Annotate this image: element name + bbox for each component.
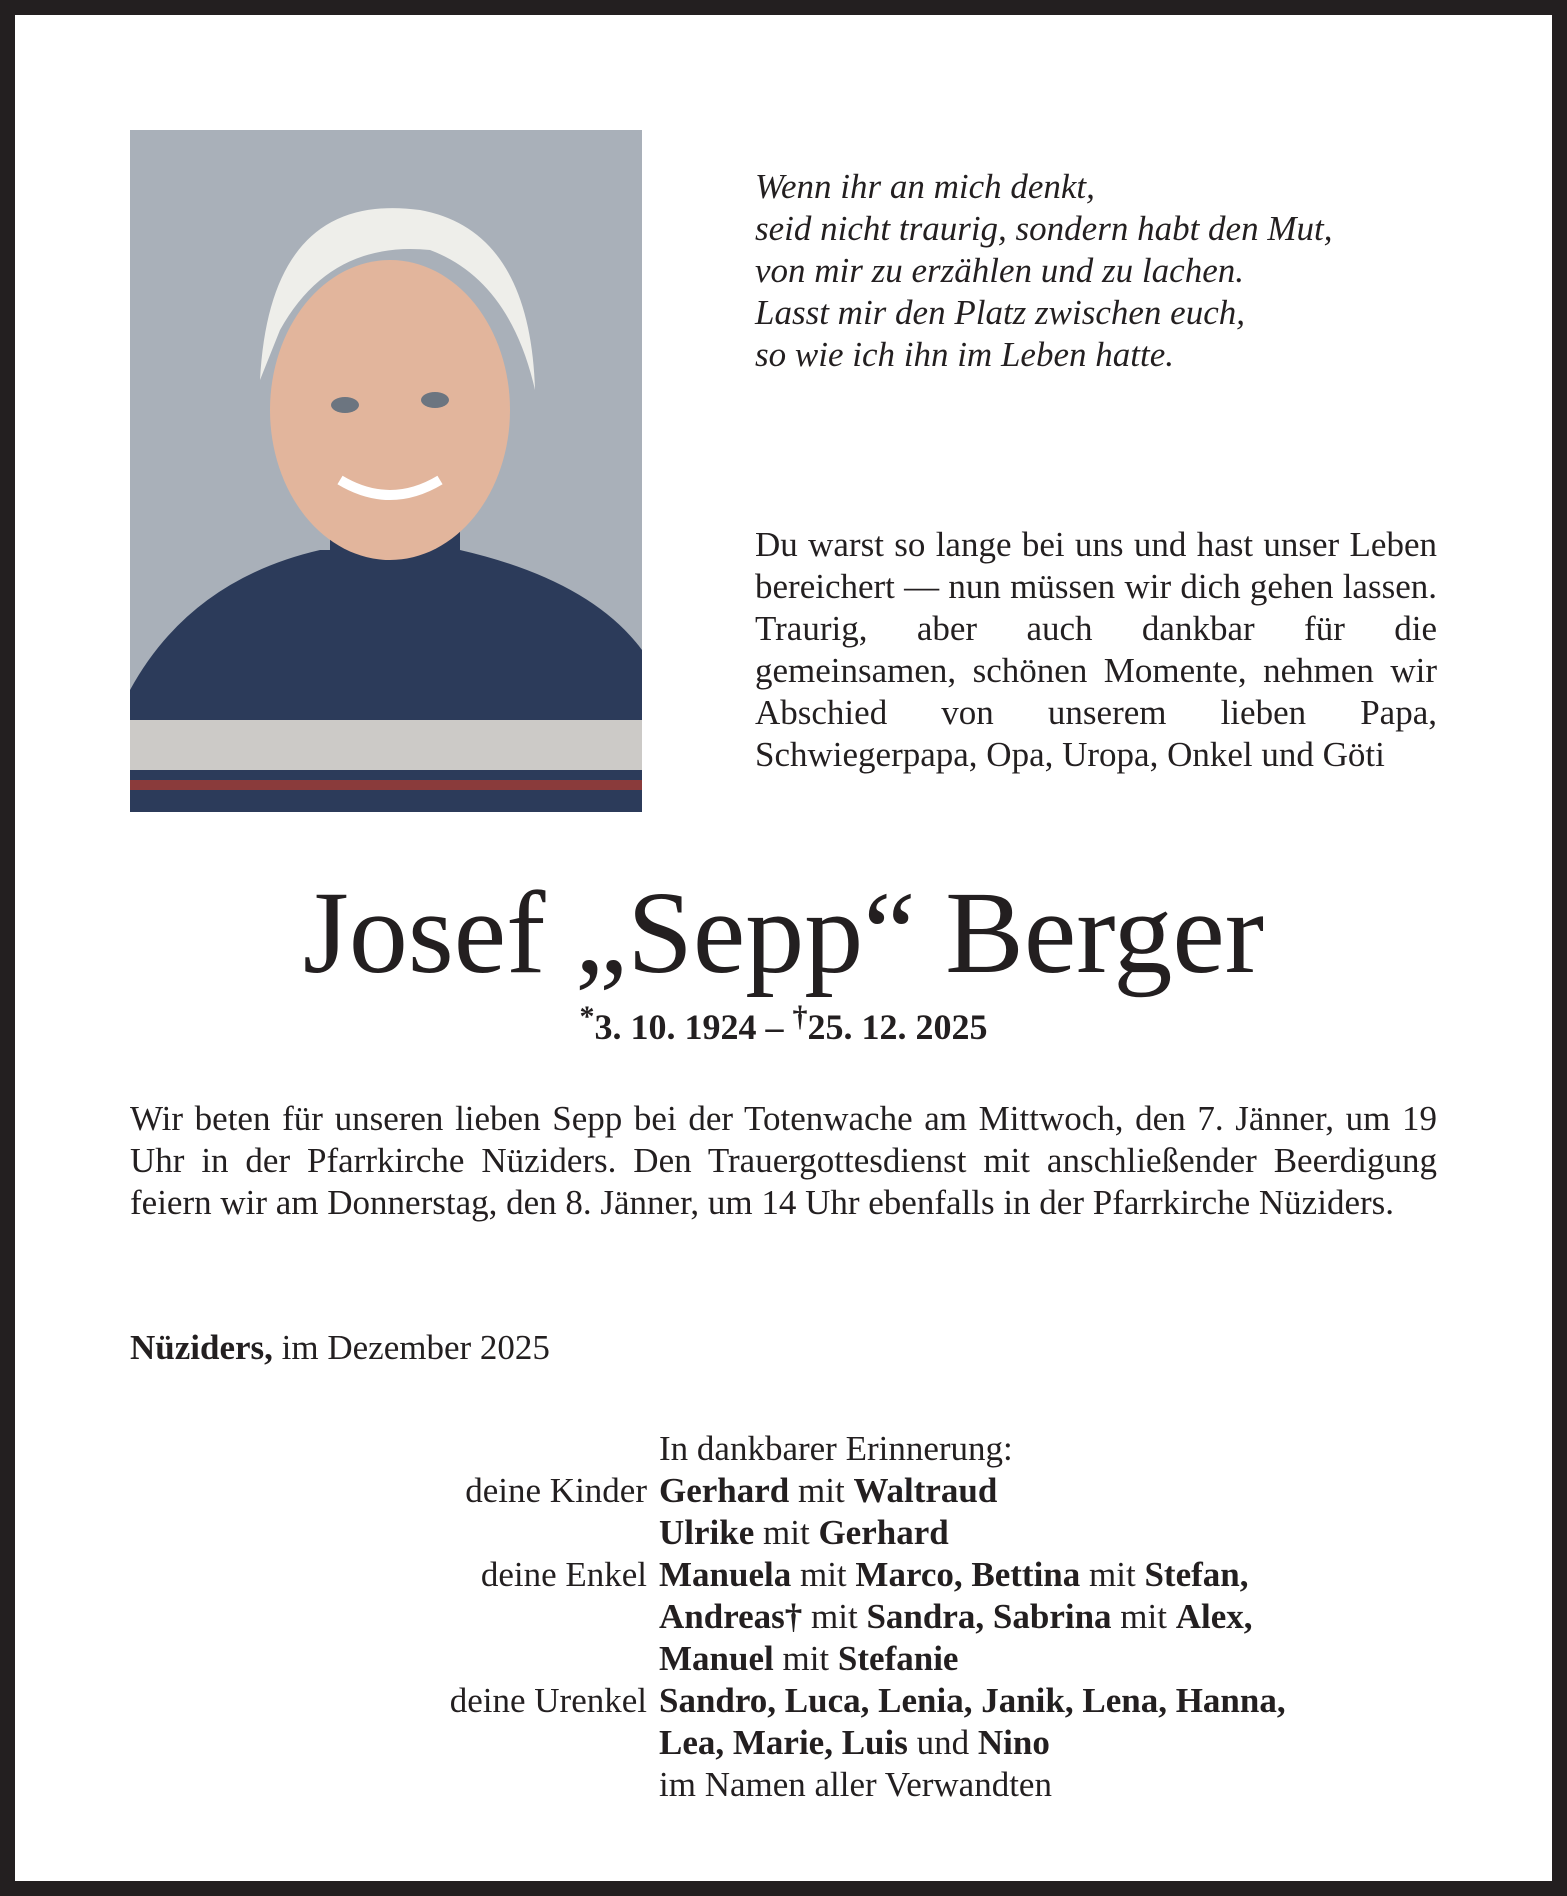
relative-name: Alex,: [1175, 1597, 1253, 1636]
relation-label: [0, 1638, 659, 1680]
relative-name: Ulrike: [659, 1513, 755, 1552]
family-row: [0, 1554, 1567, 1596]
relative-name: Manuela: [659, 1555, 792, 1594]
portrait-photo: [130, 130, 642, 812]
relation-label: deine Kinder: [465, 1471, 647, 1510]
date-separator: –: [756, 1007, 793, 1047]
relative-names: [659, 1470, 997, 1512]
family-row: [0, 1764, 1567, 1806]
place-town: Nüziders,: [130, 1328, 273, 1367]
birth-mark: *: [579, 1000, 595, 1033]
poem: [755, 166, 1332, 376]
relative-name: Gerhard: [659, 1471, 790, 1510]
connector-text: und: [907, 1723, 978, 1762]
relative-name: Gerhard: [818, 1513, 949, 1552]
connector-text: mit: [773, 1639, 838, 1678]
relative-name: Marco, Bettina: [855, 1555, 1081, 1594]
poem-line: Lasst mir den Platz zwischen euch,: [755, 293, 1245, 332]
poem-line: so wie ich ihn im Leben hatte.: [755, 335, 1174, 374]
poem-line: seid nicht traurig, sondern habt den Mut,: [755, 209, 1333, 248]
family-row: [0, 1596, 1567, 1638]
connector-text: mit: [789, 1471, 854, 1510]
family-row: [0, 1512, 1567, 1554]
relation-label: deine Urenkel: [449, 1681, 647, 1720]
relative-names: [659, 1596, 1253, 1638]
family-row: [0, 1470, 1567, 1512]
poem-line: von mir zu erzählen und zu lachen.: [755, 251, 1244, 290]
relative-names: [659, 1512, 949, 1554]
connector-text: mit: [1111, 1597, 1176, 1636]
relative-name: Stefan,: [1144, 1555, 1249, 1594]
relative-names: [659, 1638, 958, 1680]
life-dates: [0, 1000, 1567, 1048]
relative-name: Andreas†: [659, 1597, 803, 1636]
family-heading: In dankbarer Erinnerung:: [659, 1429, 1013, 1468]
place-date: [130, 1328, 550, 1368]
relative-name: Waltraud: [853, 1471, 998, 1510]
connector-text: mit: [754, 1513, 819, 1552]
intro-text: Du warst so lange bei uns und hast unser Leben bereichert — nun müssen wir dich gehen lassen. Traurig, aber auch dankbar für die gemeinsamen, schönen Momente, nehmen wir Abschied von unserem lieben Papa, Schwiegerpapa, Opa, Uropa, Onkel und Göti: [755, 525, 1437, 774]
relative-names: [659, 1554, 1249, 1596]
birth-date: 3. 10. 1924: [594, 1007, 757, 1047]
relation-label: [0, 1722, 659, 1764]
relative-name: Stefanie: [837, 1639, 959, 1678]
relative-name: Sandra, Sabrina: [866, 1597, 1112, 1636]
death-date: 25. 12. 2025: [807, 1007, 988, 1047]
connector-text: mit: [1080, 1555, 1145, 1594]
relation-label: [0, 1764, 659, 1806]
family-row: [0, 1638, 1567, 1680]
poem-line: Wenn ihr an mich denkt,: [755, 167, 1095, 206]
relation-label: deine Enkel: [480, 1555, 647, 1594]
death-mark: †: [792, 1000, 808, 1033]
service-announcement: Wir beten für unseren lieben Sepp bei der Totenwache am Mittwoch, den 7. Jänner, um 19 Uhr in der Pfarrkirche Nüziders. Den Trauergottesdienst mit anschließender Beerdigung feiern wir am Donnerstag, den 8. Jänner, um 14 Uhr ebenfalls in der Pfarrkirche Nüziders.: [130, 1099, 1437, 1222]
connector-text: mit: [802, 1597, 867, 1636]
relation-label: [0, 1596, 659, 1638]
deceased-name: Josef „Sepp“ Berger: [302, 867, 1265, 998]
family-list: [0, 1428, 1567, 1806]
relative-names: [659, 1764, 1052, 1806]
relative-names: [659, 1722, 1050, 1764]
relative-name: Lea, Marie, Luis: [659, 1723, 908, 1762]
relative-names: [659, 1680, 1286, 1722]
place-date-text: im Dezember 2025: [272, 1328, 550, 1367]
relative-name: Sandro, Luca, Lenia, Janik, Lena, Hanna,: [659, 1681, 1286, 1720]
portrait-illustration: [130, 130, 642, 812]
connector-text: im Namen aller Verwandten: [659, 1765, 1052, 1804]
connector-text: mit: [791, 1555, 856, 1594]
relative-name: Manuel: [659, 1639, 774, 1678]
relative-name: Nino: [977, 1723, 1050, 1762]
relation-label: [0, 1512, 659, 1554]
family-row: [0, 1722, 1567, 1764]
family-row: [0, 1680, 1567, 1722]
